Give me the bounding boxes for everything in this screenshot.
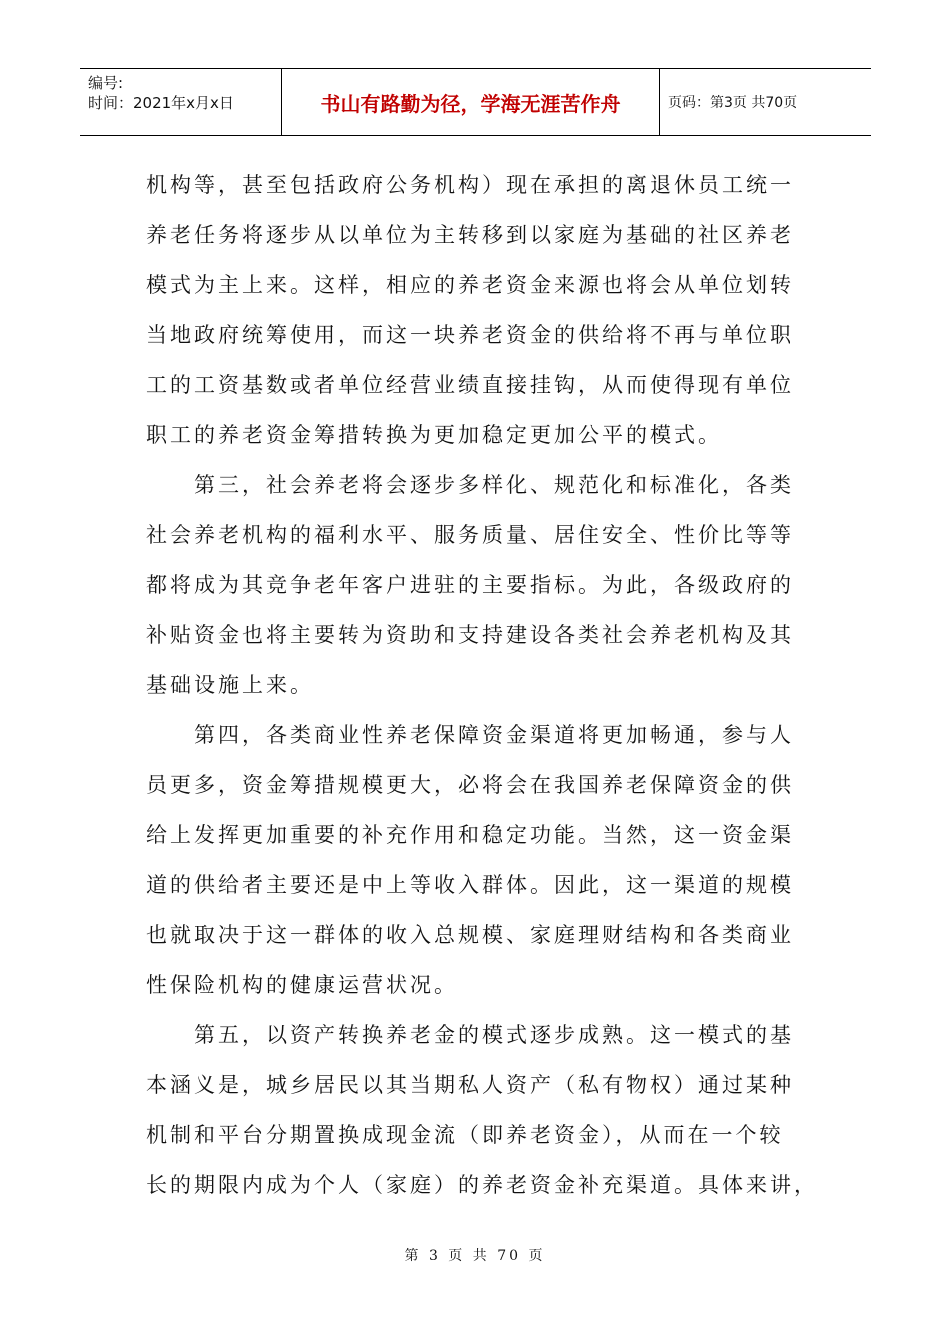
- text-line: 模式为主上来。这样，相应的养老资金来源也将会从单位划转: [146, 273, 794, 297]
- document-number-label: 编号:: [88, 74, 124, 92]
- text-line: 第三，社会养老将会逐步多样化、规范化和标准化，各类: [146, 473, 794, 497]
- text-line: 也就取决于这一群体的收入总规模、家庭理财结构和各类商业: [146, 923, 794, 947]
- text-line: 性保险机构的健康运营状况。: [146, 973, 458, 997]
- text-line: 基础设施上来。: [146, 673, 314, 697]
- text-line: 给上发挥更加重要的补充作用和稳定功能。当然，这一资金渠: [146, 823, 794, 847]
- text-line: 员更多，资金筹措规模更大，必将会在我国养老保障资金的供: [146, 773, 794, 797]
- text-line: 本涵义是，城乡居民以其当期私人资产（私有物权）通过某种: [146, 1073, 794, 1097]
- text-line: 第四，各类商业性养老保障资金渠道将更加畅通，参与人: [146, 723, 794, 747]
- header-meta: [80, 69, 282, 135]
- page-header: [80, 68, 871, 136]
- text-line: 第五，以资产转换养老金的模式逐步成熟。这一模式的基: [146, 1023, 794, 1047]
- text-line: 职工的养老资金筹措转换为更加稳定更加公平的模式。: [146, 423, 722, 447]
- text-line: 社会养老机构的福利水平、服务质量、居住安全、性价比等等: [146, 523, 794, 547]
- text-line: 补贴资金也将主要转为资助和支持建设各类社会养老机构及其: [146, 623, 794, 647]
- text-line: 当地政府统筹使用，而这一块养老资金的供给将不再与单位职: [146, 323, 794, 347]
- header-motto: 书山有路勤为径，学海无涯苦作舟: [282, 69, 660, 135]
- document-body: [146, 160, 816, 1210]
- text-line: 工的工资基数或者单位经营业绩直接挂钩，从而使得现有单位: [146, 373, 794, 397]
- text-line: 机构等，甚至包括政府公务机构）现在承担的离退休员工统一: [146, 173, 794, 197]
- header-page-info: 页码：第3页 共70页: [668, 95, 798, 111]
- page-footer: 第 3 页 共 70 页: [404, 1248, 546, 1264]
- text-line: 机制和平台分期置换成现金流（即养老资金），从而在一个较: [146, 1123, 784, 1147]
- text-line: 道的供给者主要还是中上等收入群体。因此，这一渠道的规模: [146, 873, 794, 897]
- text-line: 养老任务将逐步从以单位为主转移到以家庭为基础的社区养老: [146, 223, 794, 247]
- text-line: 长的期限内成为个人（家庭）的养老资金补充渠道。具体来讲，: [146, 1173, 818, 1197]
- text-line: 都将成为其竞争老年客户进驻的主要指标。为此，各级政府的: [146, 573, 794, 597]
- document-time: 时间：2021年x月x日: [88, 94, 234, 112]
